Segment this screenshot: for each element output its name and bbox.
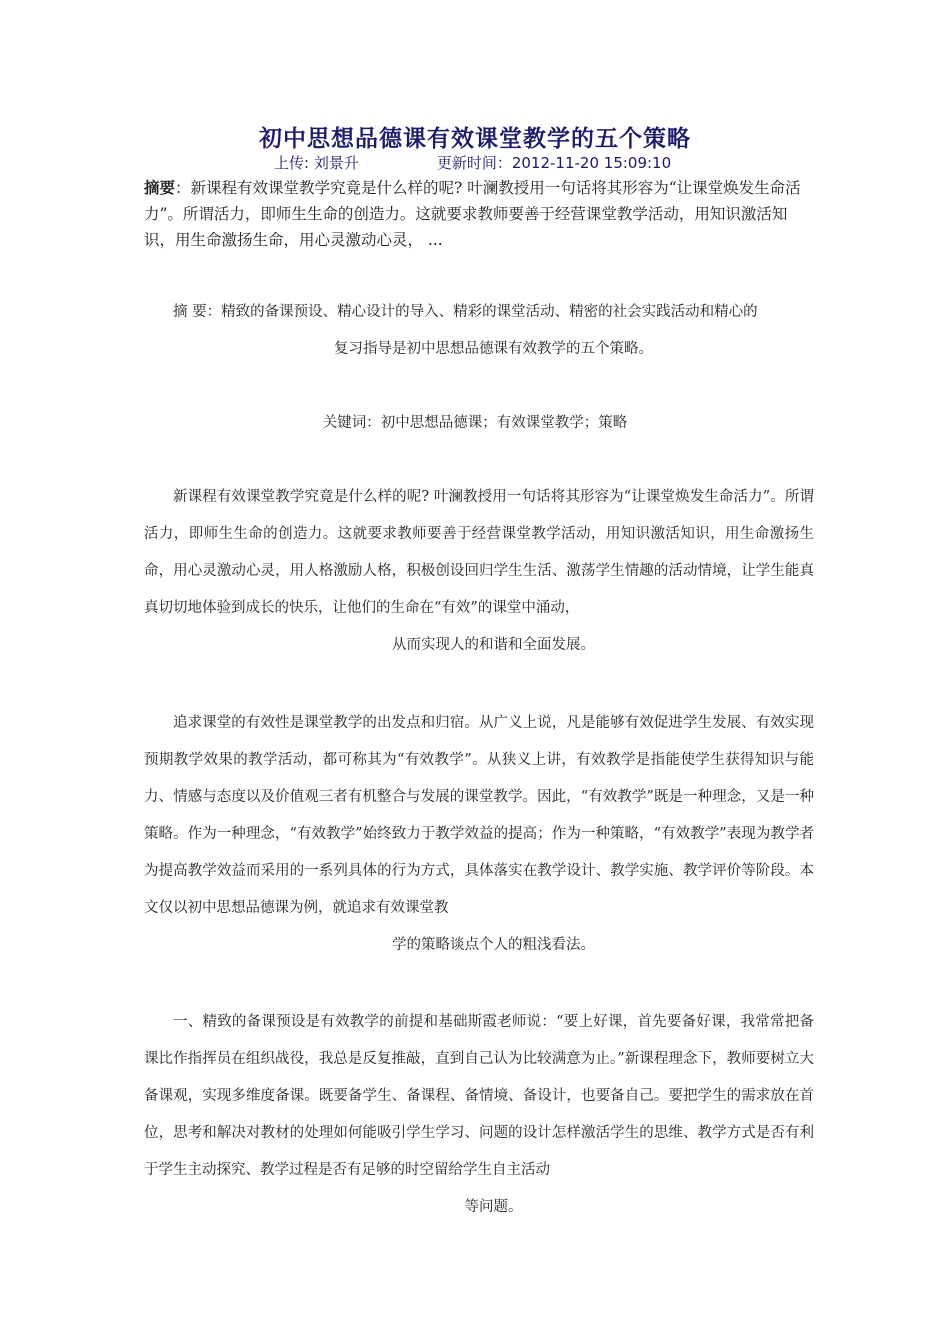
article-title: 初中思想品德课有效课堂教学的五个策略 <box>259 126 691 152</box>
paragraph-2-last-line: 学的策略谈点个人的粗浅看法。 <box>392 937 595 953</box>
abstract-last-line: 复习指导是初中思想品德课有效教学的五个策略。 <box>334 341 653 357</box>
paragraph-2-body: 追求课堂的有效性是课堂教学的出发点和归宿。从广义上说，凡是能够有效促进学生发展、有效实现预期教学效果的教学活动，都可称其为“有效教学”。从狭义上讲，有效教学是指能使学生获得知识与能力、情感与态度以及价值观三者有机整合与发展的课堂教学。因此，“有效教学”既是一种理念，又是一种策略。作为一种理念，“有效教学”始终致力于教学效益的提高；作为一种策略，“有效教学”表现为教学者为提高教学效益而采用的一系列具体的行为方式，具体落实在教学设计、教学实施、教学评价等阶段。本文仅以初中思想品德课为例，就追求有效课堂教 <box>144 715 814 916</box>
updated-time: 更新时间：2012-11-20 15:09:10 <box>436 154 672 172</box>
article-meta <box>274 152 671 173</box>
body-paragraph-1 <box>144 479 814 664</box>
abstract-paragraph <box>144 294 814 368</box>
body-paragraph-3 <box>144 1004 814 1226</box>
paragraph-1-body: 新课程有效课堂教学究竟是什么样的呢? 叶澜教授用一句话将其形容为“让课堂焕发生命活力”。所谓活力，即师生生命的创造力。这就要求教师要善于经营课堂教学活动，用知识激活知识，用生命激扬生命，用心灵激动心灵，用人格激励人格，积极创设回归学生生活、激荡学生情趣的活动情境，让学生能真真切切地体验到成长的快乐，让他们的生命在“有效”的课堂中涌动， <box>144 489 814 616</box>
summary-label: 摘要 <box>144 179 176 197</box>
summary-text: ：新课程有效课堂教学究竟是什么样的呢? 叶澜教授用一句话将其形容为“让课堂焕发生命活力”。所谓活力，即师生生命的创造力。这就要求教师要善于经营课堂教学活动，用知识激活知识，用生命激扬生命，用心灵激动心灵， ... <box>144 179 801 249</box>
abstract-body: 摘 要：精致的备课预设、精心设计的导入、精彩的课堂活动、精密的社会实践活动和精心的 <box>173 304 758 320</box>
paragraph-1-last-line: 从而实现人的和谐和全面发展。 <box>392 637 595 653</box>
summary-block <box>144 175 814 253</box>
uploader-text: 上传: 刘景升 <box>274 154 359 172</box>
body-paragraph-2 <box>144 705 814 964</box>
paragraph-3-body: 一、精致的备课预设是有效教学的前提和基础斯霞老师说：“要上好课，首先要备好课，我常常把备课比作指挥员在组织战役，我总是反复推敲，直到自己认为比较满意为止。”新课程理念下，教师要树立大备课观，实现多维度备课。既要备学生、备课程、备情境、备设计，也要备自己。要把学生的需求放在首位，思考和解决对教材的处理如何能吸引学生学习、问题的设计怎样激活学生的思维、教学方式是否有利于学生主动探究、教学过程是否有足够的时空留给学生自主活动 <box>144 1014 814 1178</box>
paragraph-3-last-line: 等问题。 <box>464 1199 523 1215</box>
keywords-line: 关键词：初中思想品德课；有效课堂教学；策略 <box>322 415 628 431</box>
